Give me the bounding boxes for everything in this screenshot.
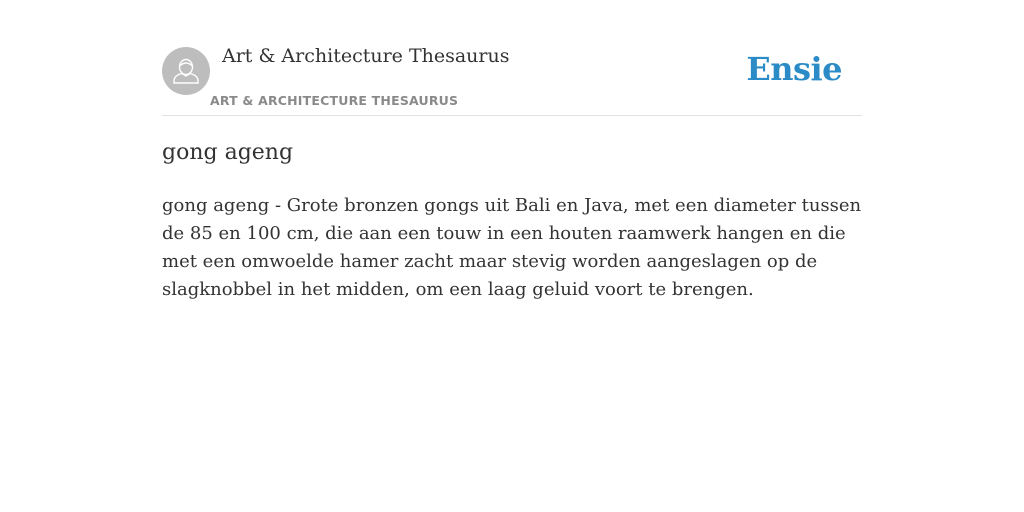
content-container (162, 0, 862, 300)
definition-text: gong ageng - Grote bronzen gongs uit Bali en Java, met een diameter tussen de 85 en 100 cm, die aan een touw in een houten raamwerk hangen en die met een omwoelde hamer zacht maar stevig worden aangeslagen op de slagknobbel in het midden, om een laag geluid voort te brengen. (162, 195, 862, 300)
source-title-link[interactable]: Art & Architecture Thesaurus (222, 45, 510, 67)
brand-logo[interactable]: Ensie (746, 50, 842, 88)
source-subtitle: ART & ARCHITECTURE THESAURUS (210, 93, 459, 108)
avatar[interactable] (162, 47, 210, 95)
entry-header (162, 0, 862, 116)
user-silhouette-icon (162, 47, 210, 95)
term-heading: gong ageng (162, 140, 294, 165)
